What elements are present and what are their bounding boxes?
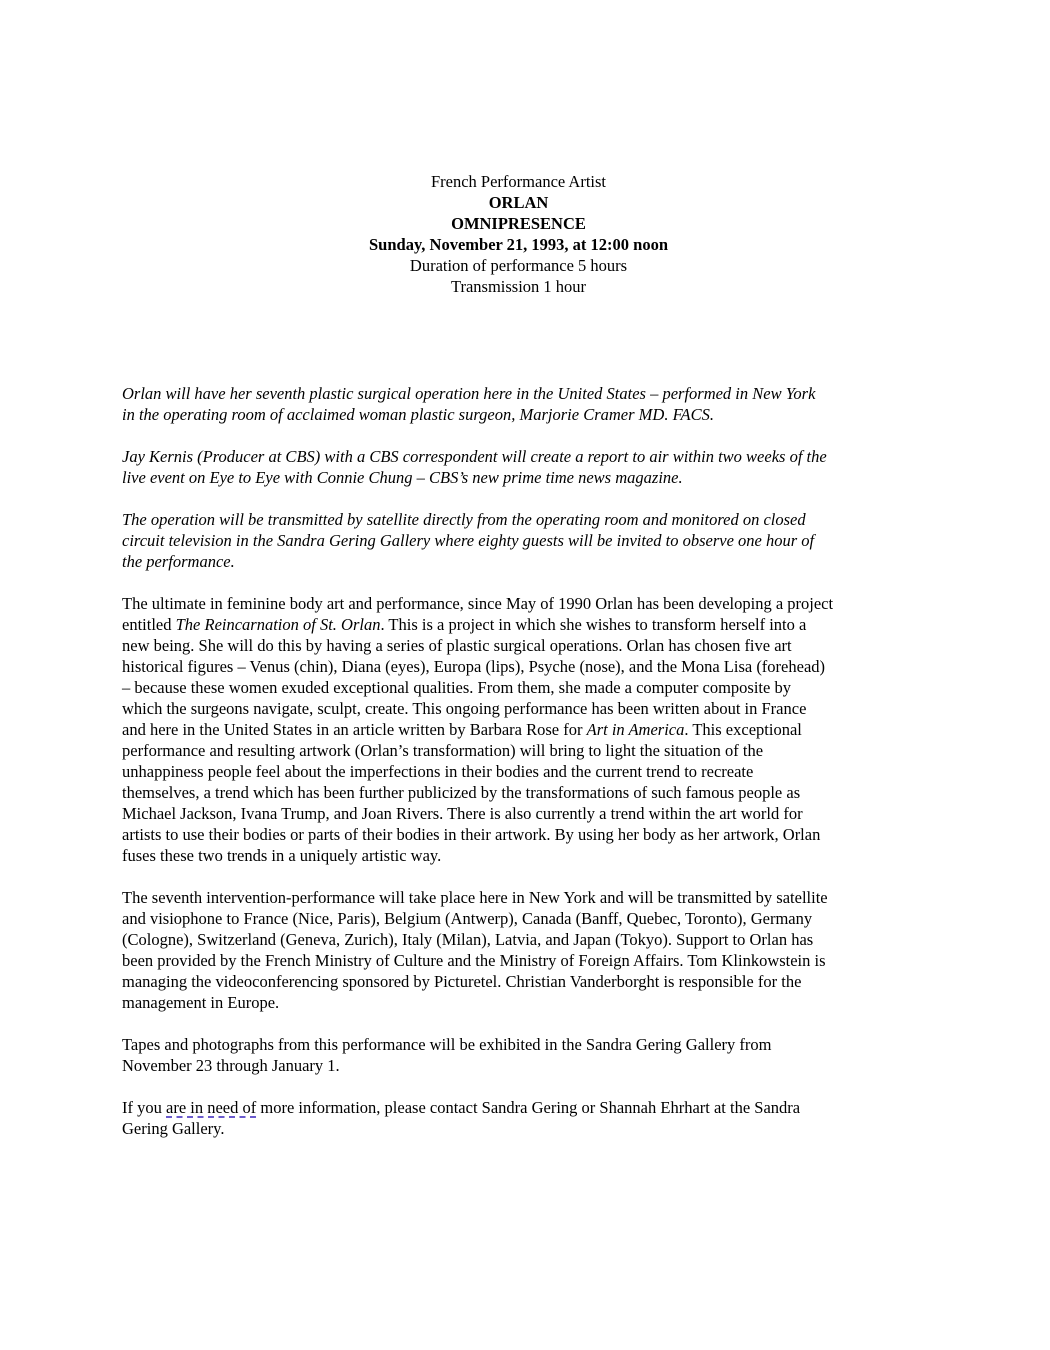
text-span: and here in the United States in an article written by Barbara Rose for [122,720,587,739]
text-line: Tapes and photographs from this performance will be exhibited in the Sandra Gering Gallery from [122,1035,772,1054]
publication-title: Art in America [586,720,685,739]
text-line: historical figures – Venus (chin), Diana (eyes), Europa (lips), Psyche (nose), and the Mona Lisa (forehead) [122,657,826,676]
paragraph-cbs-report [122,446,922,488]
text-line: Gering Gallery. [122,1119,225,1138]
text-line: new being. She will do this by having a series of plastic surgical operations. Orlan has chosen five art [122,636,792,655]
text-line: Orlan will have her seventh plastic surgical operation here in the United States – performed in New York [122,384,816,403]
text-line [122,614,922,635]
text-line: The ultimate in feminine body art and performance, since May of 1990 Orlan has been developing a project [122,594,834,613]
text-line: – because these women exuded exceptional qualities. From them, she made a computer composite by [122,678,791,697]
paragraph-contact [122,1097,922,1139]
text-line: live event on Eye to Eye with Connie Chung – CBS’s new prime time news magazine. [122,468,683,487]
document-header [0,171,1037,297]
text-line: November 23 through January 1. [122,1056,340,1075]
text-span: If you [122,1098,166,1117]
header-subtitle: French Performance Artist [430,172,607,191]
paragraph-surgery-announcement [122,383,922,425]
text-line [122,1097,922,1118]
text-line: the performance. [122,552,235,571]
grammar-suggestion-underline[interactable]: are in need of [166,1098,257,1117]
text-line: in the operating room of acclaimed woman plastic surgeon, Marjorie Cramer MD. FACS. [122,405,714,424]
paragraph-transmission [122,509,922,572]
text-line: fuses these two trends in a uniquely artistic way. [122,846,442,865]
text-span: more information, please contact Sandra Gering or Shannah Ehrhart at the Sandra [256,1098,801,1117]
text-line: Michael Jackson, Ivana Trump, and Joan Rivers. There is also currently a trend within the art world for [122,804,803,823]
project-title: The Reincarnation of St. Orlan [175,615,381,634]
paragraph-exhibition [122,1034,922,1076]
transmission-duration: Transmission 1 hour [450,277,587,296]
document-body [122,383,922,1160]
text-line: unhappiness people feel about the imperfections in their bodies and the current trend to recreate [122,762,754,781]
artist-name: ORLAN [488,193,549,212]
paragraph-transmission-countries [122,887,922,1013]
text-line: been provided by the French Ministry of Culture and the Ministry of Foreign Affairs. Tom Klinkowstein is [122,951,826,970]
text-span: entitled [122,615,176,634]
text-line: The seventh intervention-performance will take place here in New York and will be transmitted by satellite [122,888,828,907]
text-line: artists to use their bodies or parts of their bodies in their artwork. By using her body as her artwork, Orlan [122,825,821,844]
text-line: (Cologne), Switzerland (Geneva, Zurich), Italy (Milan), Latvia, and Japan (Tokyo). Support to Orlan has [122,930,814,949]
text-span: . This exceptional [684,720,802,739]
text-line: management in Europe. [122,993,280,1012]
text-line: and visiophone to France (Nice, Paris), Belgium (Antwerp), Canada (Banff, Quebec, Toronto), Germany [122,909,813,928]
text-line: circuit television in the Sandra Gering Gallery where eighty guests will be invited to observe one hour of [122,531,815,550]
text-line: The operation will be transmitted by satellite directly from the operating room and monitored on closed [122,510,806,529]
performance-duration: Duration of performance 5 hours [409,256,628,275]
text-line: performance and resulting artwork (Orlan’s transformation) will bring to light the situation of the [122,741,764,760]
text-line: themselves, a trend which has been further publicized by the transformations of such famous people as [122,783,801,802]
text-line: Jay Kernis (Producer at CBS) with a CBS correspondent will create a report to air within two weeks of the [122,447,827,466]
text-line [122,719,922,740]
text-line: which the surgeons navigate, sculpt, create. This ongoing performance has been written about in France [122,699,807,718]
text-line: managing the videoconferencing sponsored by Picturetel. Christian Vanderborght is responsible for the [122,972,802,991]
paragraph-project-description [122,593,922,866]
performance-title: OMNIPRESENCE [451,214,586,233]
text-span: . This is a project in which she wishes to transform herself into a [380,615,807,634]
performance-date: Sunday, November 21, 1993, at 12:00 noon [368,235,669,254]
